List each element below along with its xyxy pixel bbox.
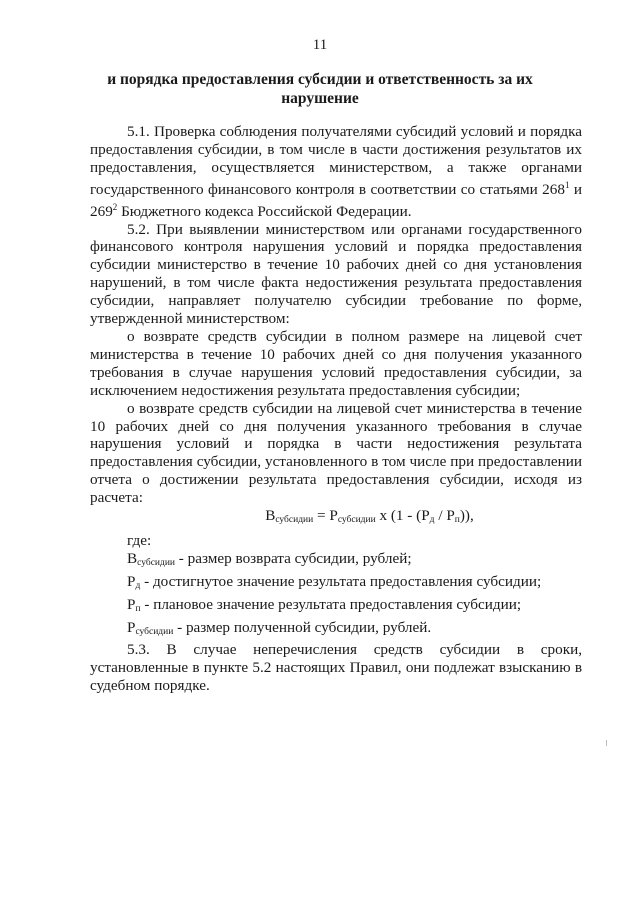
definition-p-planned: $Р_п$ - плановое значение результата предоставления субсидии; [127,595,522,614]
definition-p-subsidy: $Р_{субсидии}$ - размер полученной субсидии, рублей. [127,618,432,637]
requirement-full-return: о возврате средств субсидии в полном размере на лицевой счет министерства в течение 10 рабочих дней со дня получения указанного требования в случае нарушения условий предоставления субсидии, за исключением недостижения результата предоставления субсидии; [90,327,582,399]
scan-artifact [606,740,607,746]
where-label: где: [127,531,152,549]
superscript-1: 1 [564,179,570,190]
paragraph-5-2: 5.2. При выявлении министерством или органами государственного финансового контроля нарушения условий и порядка предоставления субсидии министерство в течение 10 рабочих дней со дня установления нарушений, в том числе факта недостижения результата предоставления субсидии, направляет получателю субсидии требование по форме, утвержденной министерством: [90,220,582,328]
definition-p-achieved: $Р_д$ - достигнутое значение результата предоставления субсидии; [127,572,542,591]
document-body [90,123,582,695]
formula: $В_{субсидии} = Р_{субсидии}$ х $(1 - (Р_д / Р_п))$, [265,507,474,526]
paragraph-5-1: 5.1. Проверка соблюдения получателями субсидий условий и порядка предоставления субсидии, в том числе в части достижения результатов их предоставления, осуществляется министерством, а также органами государственного финансового контроля в соответствии со статьями $268^1$ и $269^2$ Бюджетного кодекса Российской Федерации. [90,123,582,220]
page-number: 11 [312,37,328,53]
definition-b-subsidy: $В_{субсидии}$ - размер возврата субсидии, рублей; [127,549,412,568]
paragraph-5-3: 5.3. В случае неперечисления средств субсидии в сроки, установленные в пункте 5.2 настоящих Правил, они подлежат взысканию в судебном порядке. [90,641,582,695]
section-title: и порядка предоставления субсидии и ответственность за их нарушение [107,71,533,107]
requirement-partial-return: о возврате средств субсидии на лицевой счет министерства в течение 10 рабочих дней со дня получения указанного требования в случае нарушения условий и порядка в части недостижения результата предоставления субсидии, установленного в том числе при предоставлении отчета о достижении результата предоставления субсидии, исходя из расчета: [90,399,582,507]
superscript-2: 2 [112,201,118,212]
